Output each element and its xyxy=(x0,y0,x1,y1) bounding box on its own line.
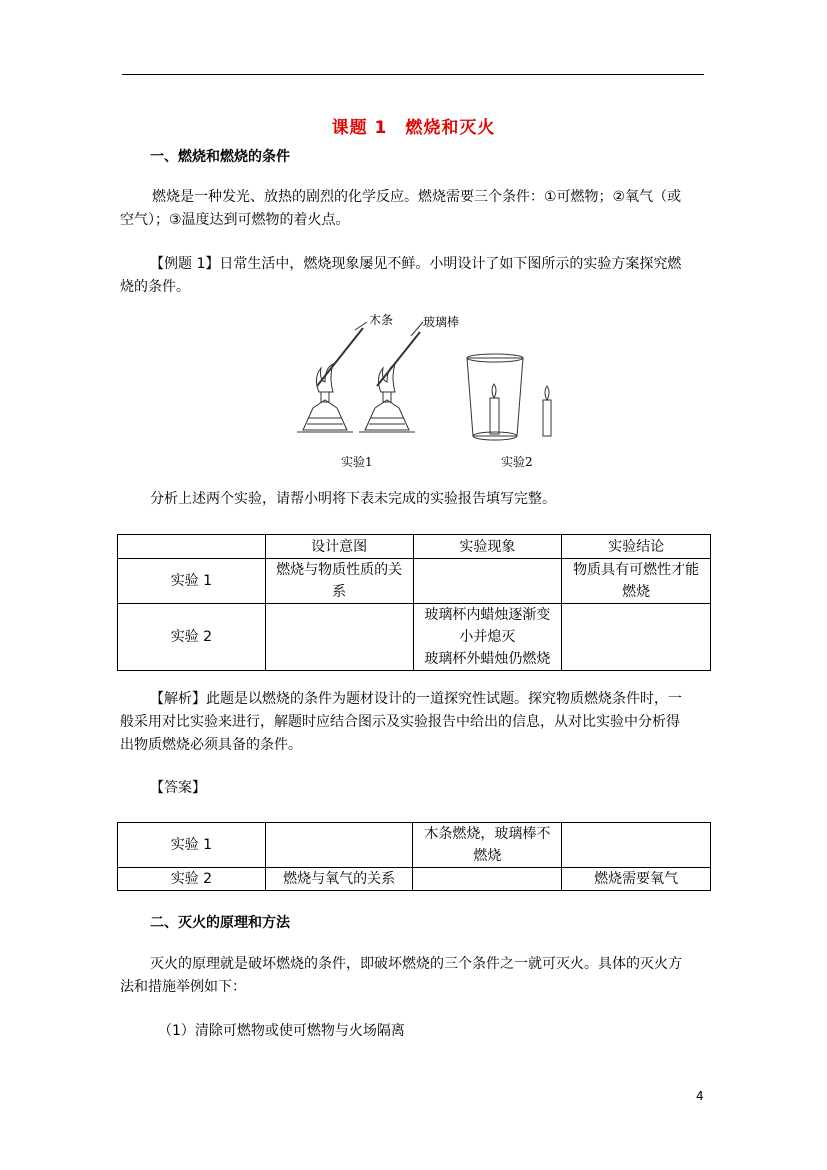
cell-line: 物质具有可燃性才能 xyxy=(573,562,700,578)
answer-label: 【答案】 xyxy=(150,780,206,796)
para1-line1: 燃烧是一种发光、放热的剧烈的化学反应。燃烧需要三个条件：①可燃物；②氧气（或 xyxy=(152,189,682,205)
table-row xyxy=(118,823,711,868)
table-cell xyxy=(562,823,711,868)
cell-line: 玻璃杯外蜡烛仍燃烧 xyxy=(424,651,551,667)
caption-experiment1: 实验1 xyxy=(341,455,373,469)
table-cell: 实验 2 xyxy=(118,604,266,671)
table-cell: 燃烧需要氧气 xyxy=(562,868,711,891)
section2-line2: 法和措施举例如下： xyxy=(120,979,246,995)
solution-line1: 【解析】此题是以燃烧的条件为题材设计的一道探究性试题。探究物质燃烧条件时，一 xyxy=(150,691,682,707)
section2-line1: 灭火的原理就是破坏燃烧的条件，即破坏燃烧的三个条件之一就可灭火。具体的灭火方 xyxy=(150,956,682,972)
answer-table xyxy=(117,822,711,891)
section2-item1: （1）清除可燃物或使可燃物与火场隔离 xyxy=(158,1023,405,1039)
example-line2: 烧的条件。 xyxy=(120,279,190,295)
table-cell xyxy=(562,559,711,604)
label-glass-rod: 玻璃棒 xyxy=(423,315,460,329)
label-wood: 木条 xyxy=(369,313,394,327)
cell-line: 木条燃烧，玻璃棒不 xyxy=(424,826,551,842)
cell-line: 燃烧 xyxy=(622,584,651,600)
table-row xyxy=(118,604,711,671)
table-cell: 实验 1 xyxy=(118,823,266,868)
section2-paragraph xyxy=(120,953,705,999)
table-cell xyxy=(413,823,562,868)
table-row xyxy=(118,868,711,891)
analysis-prompt: 分析上述两个实验，请帮小明将下表未完成的实验报告填写完整。 xyxy=(150,491,556,507)
solution-paragraph xyxy=(120,688,705,757)
caption-experiment2: 实验2 xyxy=(501,455,533,469)
table-header-cell: 实验现象 xyxy=(413,535,562,559)
section2-heading: 二、灭火的原理和方法 xyxy=(150,915,290,931)
page-number: 4 xyxy=(696,1089,704,1103)
solution-line2: 般采用对比实验来进行，解题时应结合图示及实验报告中给出的信息，从对比实验中分析得 xyxy=(120,714,680,730)
table-header-cell xyxy=(118,535,266,559)
table-cell xyxy=(413,559,562,604)
table-header-cell: 设计意图 xyxy=(265,535,413,559)
cell-line: 燃烧与物质性质的关 xyxy=(276,562,403,578)
table-cell: 实验 1 xyxy=(118,559,266,604)
table-header-cell: 实验结论 xyxy=(562,535,711,559)
example-line1: 【例题 1】日常生活中，燃烧现象屡见不鲜。小明设计了如下图所示的实验方案探究燃 xyxy=(150,256,682,272)
table-cell xyxy=(413,868,562,891)
table-cell: 实验 2 xyxy=(118,868,266,891)
section1-heading: 一、燃烧和燃烧的条件 xyxy=(150,149,290,165)
page-title: 课题 1 燃烧和灭火 xyxy=(331,118,496,138)
cell-line: 燃烧 xyxy=(473,848,502,864)
header-rule xyxy=(122,74,704,75)
para1-line2: 空气）；③温度达到可燃物的着火点。 xyxy=(120,212,350,228)
cell-line: 系 xyxy=(332,584,347,600)
table-cell: 燃烧与氧气的关系 xyxy=(265,868,413,891)
table-cell xyxy=(265,559,413,604)
table-cell xyxy=(265,604,413,671)
table-row xyxy=(118,559,711,604)
report-table xyxy=(117,534,711,671)
cell-line: 玻璃杯内蜡烛逐渐变 xyxy=(424,607,551,623)
table-cell xyxy=(562,604,711,671)
cell-line: 小并熄灭 xyxy=(459,629,516,645)
table-header-row xyxy=(118,535,711,559)
experiment-figure xyxy=(295,308,565,478)
section1-paragraph xyxy=(120,186,705,232)
table-cell xyxy=(265,823,413,868)
table-cell xyxy=(413,604,562,671)
example-paragraph xyxy=(120,253,705,299)
solution-line3: 出物质燃烧必须具备的条件。 xyxy=(120,737,302,753)
